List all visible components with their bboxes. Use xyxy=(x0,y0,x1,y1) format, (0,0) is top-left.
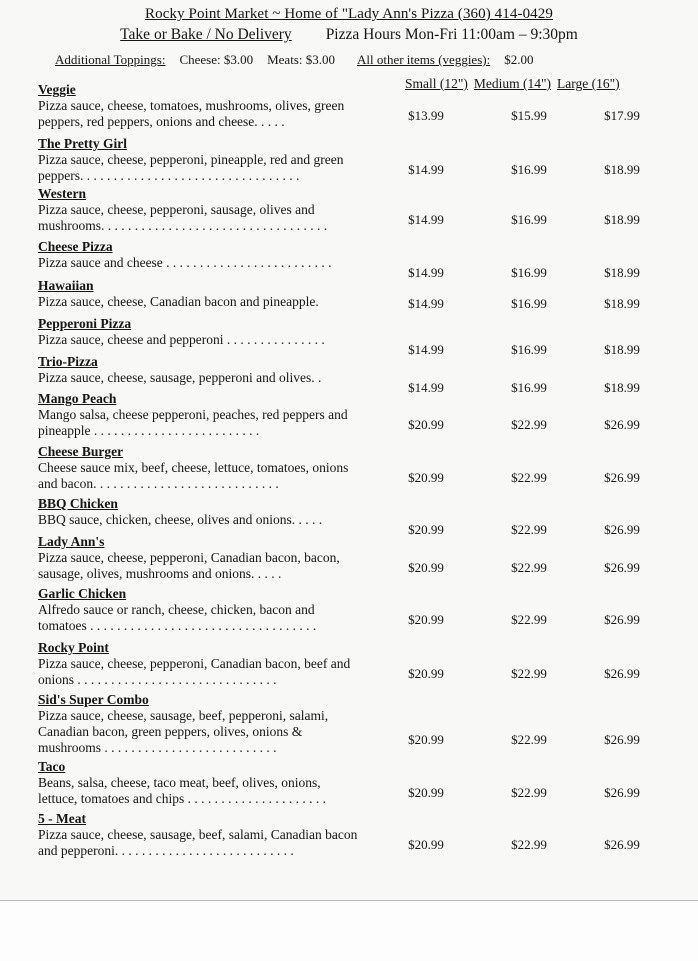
price-large: $26.99 xyxy=(604,837,640,852)
price-medium: $16.99 xyxy=(511,342,547,357)
menu-item-name: Rocky Point xyxy=(38,640,109,655)
price-large: $17.99 xyxy=(604,108,640,123)
menu-item-description: Pizza sauce and cheese . . . . . . . . . . . . . . . . . . . . . . . . . xyxy=(38,255,332,270)
meat-topping-price: Meats: $3.00 xyxy=(267,52,335,67)
menu-item-description: Pizza sauce, cheese, pepperoni, sausage, olives and mushrooms. . . . . . . . . . . . . . . . . . . . . . . . . . . . . . . . . . xyxy=(38,202,328,233)
price-large: $18.99 xyxy=(604,380,640,395)
price-small: $20.99 xyxy=(408,837,444,852)
menu-item-text xyxy=(38,811,358,859)
price-small: $14.99 xyxy=(408,162,444,177)
price-medium: $22.99 xyxy=(511,666,547,681)
price-small: $14.99 xyxy=(408,342,444,357)
price-medium: $22.99 xyxy=(511,612,547,627)
menu-item-text xyxy=(38,136,358,184)
price-small: $20.99 xyxy=(408,417,444,432)
price-medium: $22.99 xyxy=(511,785,547,800)
price-small: $14.99 xyxy=(408,212,444,227)
menu-item-name: Mango Peach xyxy=(38,391,117,406)
menu-item-text xyxy=(38,354,358,386)
price-medium: $22.99 xyxy=(511,560,547,575)
menu-item-text xyxy=(38,82,358,130)
menu-item-text xyxy=(38,316,358,348)
menu-item-description: Pizza sauce, cheese, pepperoni, Canadian bacon, beef and onions . . . . . . . . . . . . . . . . . . . . . . . . . . . . . . xyxy=(38,656,351,687)
price-medium: $16.99 xyxy=(511,212,547,227)
other-items-price: $2.00 xyxy=(504,52,534,67)
menu-item-text xyxy=(38,534,358,582)
menu-item-description: Alfredo sauce or ranch, cheese, chicken, bacon and tomatoes . . . . . . . . . . . . . . . . . . . . . . . . . . . . . . . . . . xyxy=(38,602,317,633)
take-or-bake-text: Take or Bake / No Delivery xyxy=(120,26,292,43)
menu-item-name: Sid's Super Combo xyxy=(38,692,149,707)
menu-item-text xyxy=(38,391,358,439)
toppings-label: Additional Toppings: xyxy=(55,52,166,67)
menu-item-name: Hawaiian xyxy=(38,278,94,293)
menu-item-description: Pizza sauce, cheese, sausage, beef, salami, Canadian bacon and pepperoni. . . . . . . . . . . . . . . . . . . . . . . . . . . xyxy=(38,827,358,858)
price-large: $18.99 xyxy=(604,265,640,280)
pizza-hours-text: Pizza Hours Mon-Fri 11:00am – 9:30pm xyxy=(325,26,578,43)
price-medium: $16.99 xyxy=(511,296,547,311)
price-large: $26.99 xyxy=(604,470,640,485)
menu-item-description: Mango salsa, cheese pepperoni, peaches, red peppers and pineapple . . . . . . . . . . . . . . . . . . . . . . . . . xyxy=(38,407,348,438)
menu-item-text xyxy=(38,278,358,310)
price-small: $20.99 xyxy=(408,522,444,537)
menu-item-name: Cheese Pizza xyxy=(38,239,113,254)
menu-item-name: Cheese Burger xyxy=(38,444,124,459)
header-title: Rocky Point Market ~ Home of "Lady Ann's Pizza (360) 414-0429 xyxy=(145,6,553,22)
price-medium: $22.99 xyxy=(511,417,547,432)
menu-item-description: Pizza sauce, cheese and pepperoni . . . . . . . . . . . . . . . xyxy=(38,332,325,347)
cheese-topping-price: Cheese: $3.00 xyxy=(179,52,254,67)
menu-item-text xyxy=(38,239,358,271)
menu-item-text xyxy=(38,186,358,234)
menu-item-name: BBQ Chicken xyxy=(38,496,118,511)
page-edge xyxy=(0,900,698,961)
price-medium: $22.99 xyxy=(511,732,547,747)
price-large: $26.99 xyxy=(604,732,640,747)
menu-item-description: Pizza sauce, cheese, pepperoni, Canadian bacon, bacon, sausage, olives, mushrooms and onions. . . . . xyxy=(38,550,340,581)
menu-item-text xyxy=(38,496,358,528)
price-large: $26.99 xyxy=(604,560,640,575)
price-small: $20.99 xyxy=(408,732,444,747)
price-medium: $22.99 xyxy=(511,522,547,537)
price-large: $18.99 xyxy=(604,296,640,311)
menu-item-name: The Pretty Girl xyxy=(38,136,127,151)
price-large: $26.99 xyxy=(604,666,640,681)
menu-item-name: Pepperoni Pizza xyxy=(38,316,132,331)
price-small: $20.99 xyxy=(408,785,444,800)
price-medium: $22.99 xyxy=(511,470,547,485)
price-large: $18.99 xyxy=(604,162,640,177)
price-medium: $16.99 xyxy=(511,380,547,395)
price-small: $20.99 xyxy=(408,666,444,681)
menu-item-description: Pizza sauce, cheese, sausage, pepperoni and olives. . xyxy=(38,370,322,385)
menu-item-name: Trio-Pizza xyxy=(38,354,98,369)
menu-item-name: Taco xyxy=(38,759,66,774)
menu-item-description: Pizza sauce, cheese, sausage, beef, pepperoni, salami, Canadian bacon, green peppers, olives, onions & mushrooms . . . . . . . . . . . . . . . . . . . . . . . . . . xyxy=(38,708,329,755)
price-small: $14.99 xyxy=(408,296,444,311)
size-large-header: Large (16") xyxy=(557,76,620,91)
menu-item-text xyxy=(38,759,358,807)
menu-item-name: Lady Ann's xyxy=(38,534,105,549)
size-small-header: Small (12") xyxy=(405,76,468,91)
price-small: $14.99 xyxy=(408,265,444,280)
price-large: $26.99 xyxy=(604,417,640,432)
size-headers xyxy=(405,76,626,92)
menu-item-name: Garlic Chicken xyxy=(38,586,127,601)
menu-item-text xyxy=(38,586,358,634)
price-small: $13.99 xyxy=(408,108,444,123)
menu-item-name: Western xyxy=(38,186,86,201)
price-small: $14.99 xyxy=(408,380,444,395)
price-large: $18.99 xyxy=(604,212,640,227)
menu-item-description: Pizza sauce, cheese, Canadian bacon and pineapple. xyxy=(38,294,319,309)
price-small: $20.99 xyxy=(408,470,444,485)
price-large: $26.99 xyxy=(604,522,640,537)
menu-item-description: Cheese sauce mix, beef, cheese, lettuce, tomatoes, onions and bacon. . . . . . . . . . . . . . . . . . . . . . . . . . . . xyxy=(38,460,349,491)
price-medium: $22.99 xyxy=(511,837,547,852)
menu-item-text xyxy=(38,692,358,756)
price-medium: $16.99 xyxy=(511,162,547,177)
price-large: $26.99 xyxy=(604,785,640,800)
size-medium-header: Medium (14") xyxy=(473,76,552,91)
menu-item-description: BBQ sauce, chicken, cheese, olives and onions. . . . . xyxy=(38,512,323,527)
menu-item-text xyxy=(38,640,358,688)
menu-item-description: Pizza sauce, cheese, tomatoes, mushrooms, olives, green peppers, red peppers, onions and cheese. . . . . xyxy=(38,98,345,129)
menu-item-name: Veggie xyxy=(38,82,76,97)
menu-item-description: Beans, salsa, cheese, taco meat, beef, olives, onions, lettuce, tomatoes and chips . . . . . . . . . . . . . . . . . . . . . xyxy=(38,775,326,806)
price-large: $18.99 xyxy=(604,342,640,357)
price-medium: $15.99 xyxy=(511,108,547,123)
toppings-row xyxy=(55,52,533,68)
menu-item-name: 5 - Meat xyxy=(38,811,86,826)
price-small: $20.99 xyxy=(408,612,444,627)
header-info xyxy=(0,26,698,44)
menu-item-text xyxy=(38,444,358,492)
menu-item-description: Pizza sauce, cheese, pepperoni, pineapple, red and green peppers. . . . . . . . . . . . . . . . . . . . . . . . . . . . . . . . . xyxy=(38,152,344,183)
price-large: $26.99 xyxy=(604,612,640,627)
price-medium: $16.99 xyxy=(511,265,547,280)
price-small: $20.99 xyxy=(408,560,444,575)
other-items-label: All other items (veggies): xyxy=(356,52,491,67)
